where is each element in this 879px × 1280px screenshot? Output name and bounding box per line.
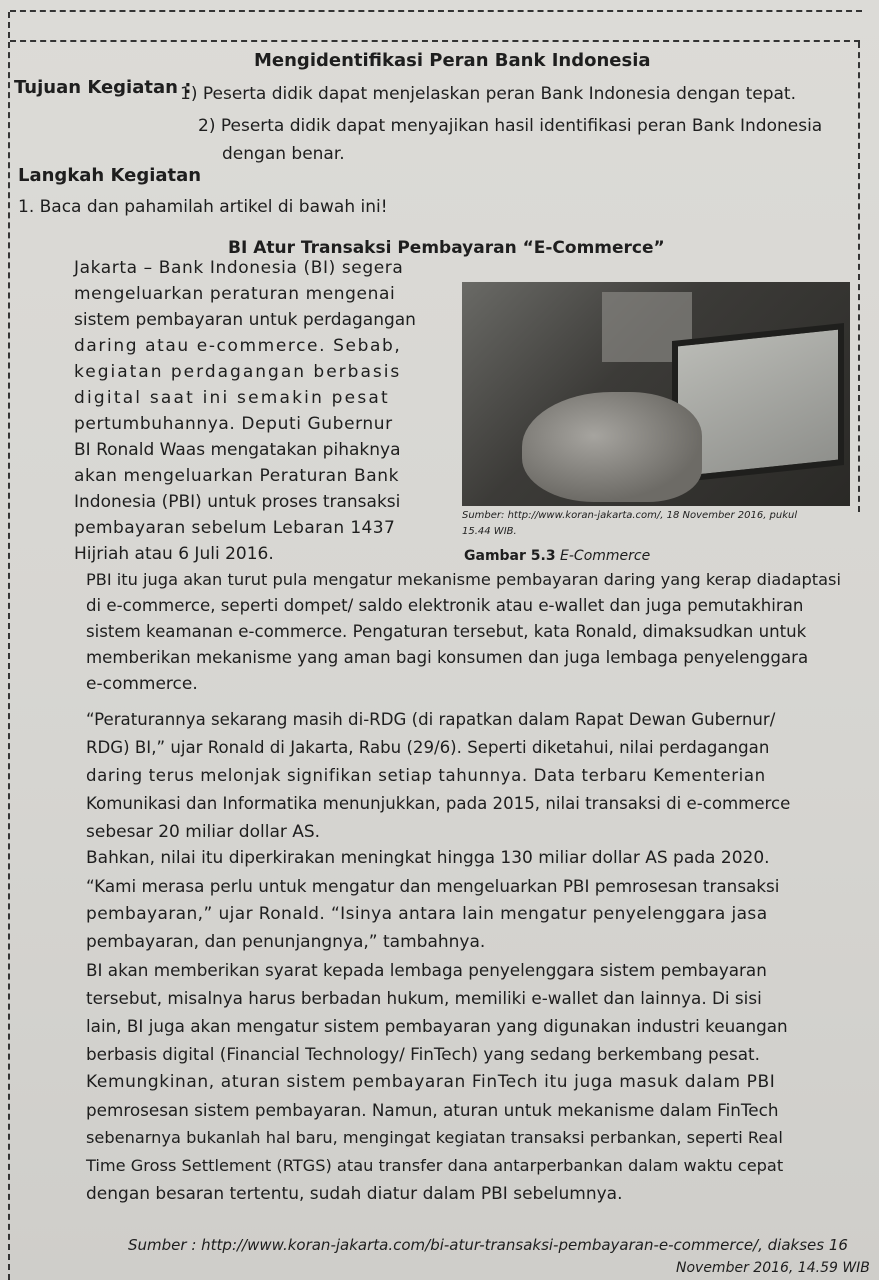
article-body-line: sebenarnya bukanlah hal baru, mengingat kegiatan transaksi perbankan, seperti Real — [86, 1128, 783, 1147]
article-body-line: pembayaran, dan penunjangnya,” tambahnya. — [86, 932, 486, 952]
article-body-line: memberikan mekanisme yang aman bagi konsumen dan juga lembaga penyelenggara — [86, 648, 809, 667]
article-left-line: Indonesia (PBI) untuk proses transaksi — [74, 492, 401, 512]
article-body-line: Time Gross Settlement (RTGS) atau transfer dana antarperbankan dalam waktu cepat — [86, 1156, 784, 1175]
article-body-line: Bahkan, nilai itu diperkirakan meningkat hingga 130 miliar dollar AS pada 2020. — [86, 848, 770, 868]
article-body-line: daring terus melonjak signifikan setiap tahunnya. Data terbaru Kementerian — [86, 766, 766, 785]
article-body-line: e-commerce. — [86, 674, 198, 694]
ecommerce-photo — [462, 282, 850, 506]
article-body-line: Kemungkinan, aturan sistem pembayaran FinTech itu juga masuk dalam PBI — [86, 1072, 776, 1092]
article-body-line: sebesar 20 miliar dollar AS. — [86, 822, 321, 842]
article-body-line: BI akan memberikan syarat kepada lembaga penyelenggara sistem pembayaran — [86, 960, 767, 980]
article-left-line: Hijriah atau 6 Juli 2016. — [74, 544, 274, 564]
article-left-line: kegiatan perdagangan berbasis — [74, 362, 402, 382]
image-caption-time: 15.44 WIB. — [462, 526, 517, 537]
activity-title: Mengidentifikasi Peran Bank Indonesia — [254, 50, 651, 71]
article-source: Sumber : http://www.koran-jakarta.com/bi-atur-transaksi-pembayaran-e-commerce/, diakses 16 — [128, 1236, 848, 1254]
article-body-line: berbasis digital (Financial Technology/ FinTech) yang sedang berkembang pesat. — [86, 1044, 760, 1064]
image-caption — [464, 548, 650, 564]
langkah-label: Langkah Kegiatan — [18, 165, 202, 186]
article-body-line: “Peraturannya sekarang masih di-RDG (di rapatkan dalam Rapat Dewan Gubernur/ — [86, 710, 776, 729]
article-left-line: mengeluarkan peraturan mengenai — [74, 284, 396, 304]
tujuan-item-1: 1) Peserta didik dapat menjelaskan peran Bank Indonesia dengan tepat. — [180, 84, 796, 104]
step-1: 1. Baca dan pahamilah artikel di bawah ini! — [18, 197, 388, 217]
article-left-line: pembayaran sebelum Lebaran 1437 — [74, 518, 396, 538]
dashed-border-right — [858, 42, 860, 512]
image-caption-source: Sumber: http://www.koran-jakarta.com/, 18 November 2016, pukul — [462, 510, 798, 521]
image-caption-title: E-Commerce — [560, 548, 651, 564]
article-body-line: lain, BI juga akan mengatur sistem pembayaran yang digunakan industri keuangan — [86, 1016, 788, 1036]
article-body-line: RDG) BI,” ujar Ronald di Jakarta, Rabu (29/6). Seperti diketahui, nilai perdagangan — [86, 738, 770, 757]
article-left-line: daring atau e-commerce. Sebab, — [74, 336, 402, 356]
article-body-line: “Kami merasa perlu untuk mengatur dan mengeluarkan PBI pemrosesan transaksi — [86, 876, 780, 896]
article-source-date: November 2016, 14.59 WIB — [676, 1260, 870, 1276]
article-body-line: sistem keamanan e-commerce. Pengaturan tersebut, kata Ronald, dimaksudkan untuk — [86, 622, 807, 641]
article-body-line: di e-commerce, seperti dompet/ saldo elektronik atau e-wallet dan juga pemutakhiran — [86, 596, 804, 615]
article-left-line: digital saat ini semakin pesat — [74, 388, 390, 408]
dashed-border-title — [10, 40, 860, 42]
image-caption-label: Gambar 5.3 — [464, 548, 556, 564]
article-left-line: BI Ronald Waas mengatakan pihaknya — [74, 440, 401, 460]
tujuan-item-2-cont: dengan benar. — [222, 144, 345, 164]
dashed-border-left — [8, 12, 10, 1280]
article-body-line: pemrosesan sistem pembayaran. Namun, aturan untuk mekanisme dalam FinTech — [86, 1100, 779, 1120]
dashed-border-top — [10, 10, 862, 12]
article-left-line: sistem pembayaran untuk perdagangan — [74, 310, 416, 330]
article-body-line: PBI itu juga akan turut pula mengatur mekanisme pembayaran daring yang kerap diadaptasi — [86, 570, 841, 589]
photo-hand — [522, 392, 702, 502]
article-body-line: tersebut, misalnya harus berbadan hukum, memiliki e-wallet dan lainnya. Di sisi — [86, 988, 762, 1008]
article-title: BI Atur Transaksi Pembayaran “E-Commerce” — [228, 238, 665, 258]
article-body-line: dengan besaran tertentu, sudah diatur dalam PBI sebelumnya. — [86, 1184, 623, 1204]
article-left-line: Jakarta – Bank Indonesia (BI) segera — [74, 258, 404, 278]
article-left-line: akan mengeluarkan Peraturan Bank — [74, 466, 400, 486]
article-left-line: pertumbuhannya. Deputi Gubernur — [74, 414, 393, 434]
article-body-line: pembayaran,” ujar Ronald. “Isinya antara lain mengatur penyelenggara jasa — [86, 904, 768, 924]
tujuan-item-2: 2) Peserta didik dapat menyajikan hasil identifikasi peran Bank Indonesia — [198, 116, 823, 136]
article-body-line: Komunikasi dan Informatika menunjukkan, pada 2015, nilai transaksi di e-commerce — [86, 794, 791, 813]
tujuan-label: Tujuan Kegiatan : — [14, 77, 192, 98]
